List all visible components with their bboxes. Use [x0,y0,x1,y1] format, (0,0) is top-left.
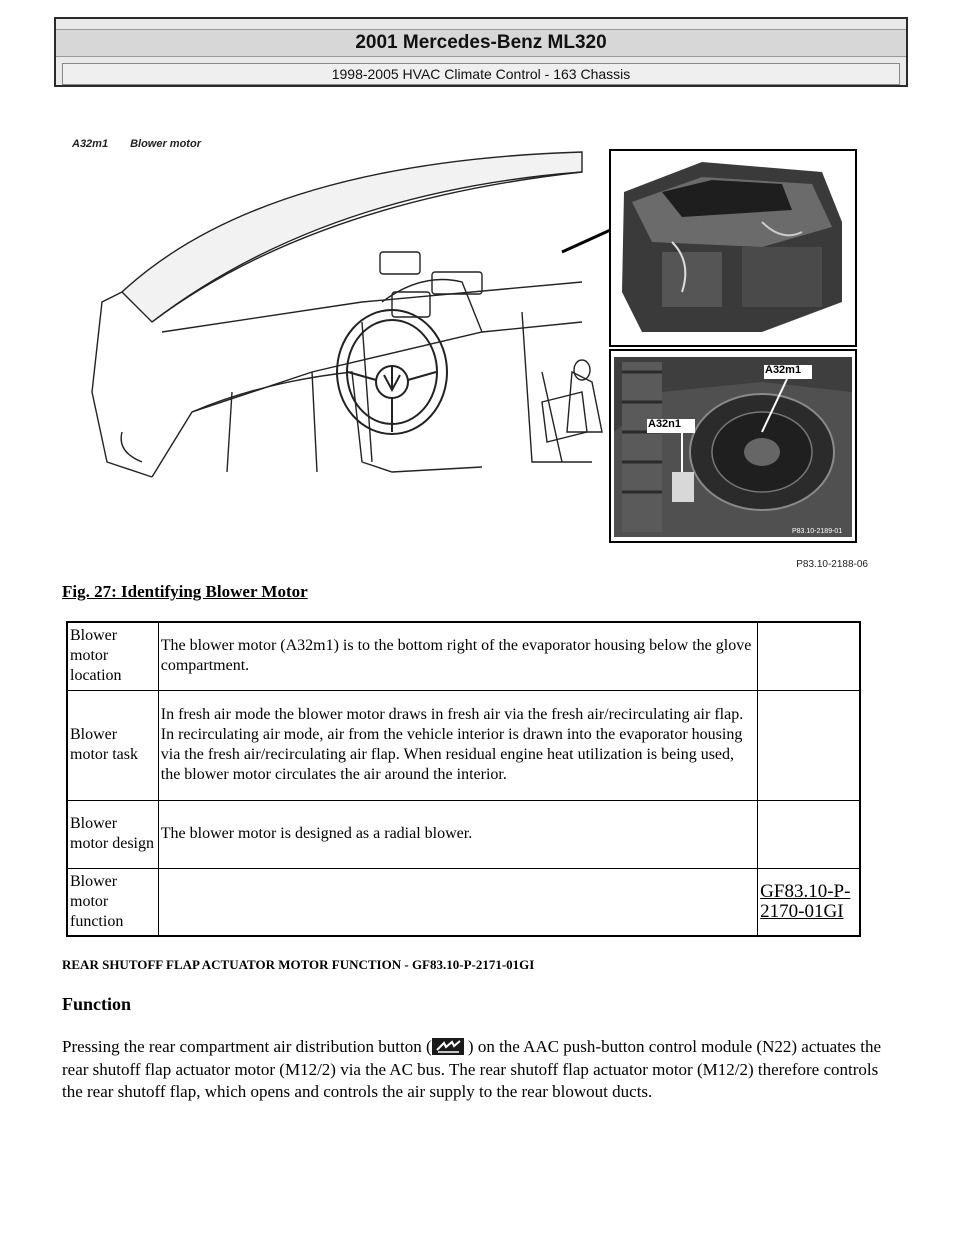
photo-ref-top: P83.40-2307-01 [792,334,843,341]
row-key: Blower motor task [67,690,158,800]
table-row [67,690,860,800]
row-value [158,868,757,936]
figure-label-code: A32m1 [72,138,109,150]
row-value: In fresh air mode the blower motor draws in fresh air via the fresh air/recirculating air flap. In recirculating air mode, air from the vehicle interior is drawn into the evaporator housing via the fresh air/recirculating air flap. When residual engine heat utilization is being used, the blower motor circulates the air around the interior. [158,690,757,800]
gear-shift-drawing [567,360,602,432]
table-row [67,868,860,936]
row-ref [758,690,860,800]
dashboard-drawing [92,152,592,477]
callout-a32n1: A32n1 [648,418,682,430]
callout-a32m1: A32m1 [765,364,802,376]
section-heading: REAR SHUTOFF FLAP ACTUATOR MOTOR FUNCTION - GF83.10-P-2171-01GI [62,957,535,972]
paragraph-text-end: ) on the AAC push-button control module (N22) actuates the rear shutoff flap actuator motor (M12/2) via the AC bus. The rear shutoff flap actuator motor (M12/2) therefore controls the rear shutoff flap, which opens and controls the air supply to the rear blowout ducts. [62,1037,882,1101]
table-row [67,622,860,690]
document-subtitle: 1998-2005 HVAC Climate Control - 163 Chassis [62,63,900,85]
row-key: Blower motor design [67,800,158,868]
leader-line [562,227,617,252]
row-ref [758,800,860,868]
function-heading: Function [62,994,132,1014]
dashboard-illustration [62,132,872,572]
paragraph-text-start: Pressing the rear compartment air distribution button ( [62,1037,432,1056]
row-key: Blower motor location [67,622,158,690]
blower-motor-photo [610,350,856,542]
photo-ref-bottom: P83.10-2189-01 [792,528,843,535]
figure-label-text: Blower motor [130,138,201,150]
row-ref [758,622,860,690]
figure-caption: Fig. 27: Identifying Blower Motor [62,582,308,601]
blower-motor-figure [62,132,872,572]
function-paragraph [62,1036,902,1104]
table-row [67,800,860,868]
rear-air-distribution-icon [432,1038,464,1055]
evaporator-housing-photo [610,150,856,346]
row-value: The blower motor is designed as a radial blower. [158,800,757,868]
function-link[interactable]: GF83.10-P-2170-01GI [758,868,860,936]
figure-reference: P83.10-2188-06 [796,559,868,570]
row-value: The blower motor (A32m1) is to the bottom right of the evaporator housing below the glove compartment. [158,622,757,690]
page-header [54,17,908,87]
blower-motor-table [66,621,861,937]
row-key: Blower motor function [67,868,158,936]
document-title: 2001 Mercedes-Benz ML320 [56,29,906,57]
steering-wheel-drawing [337,310,447,434]
